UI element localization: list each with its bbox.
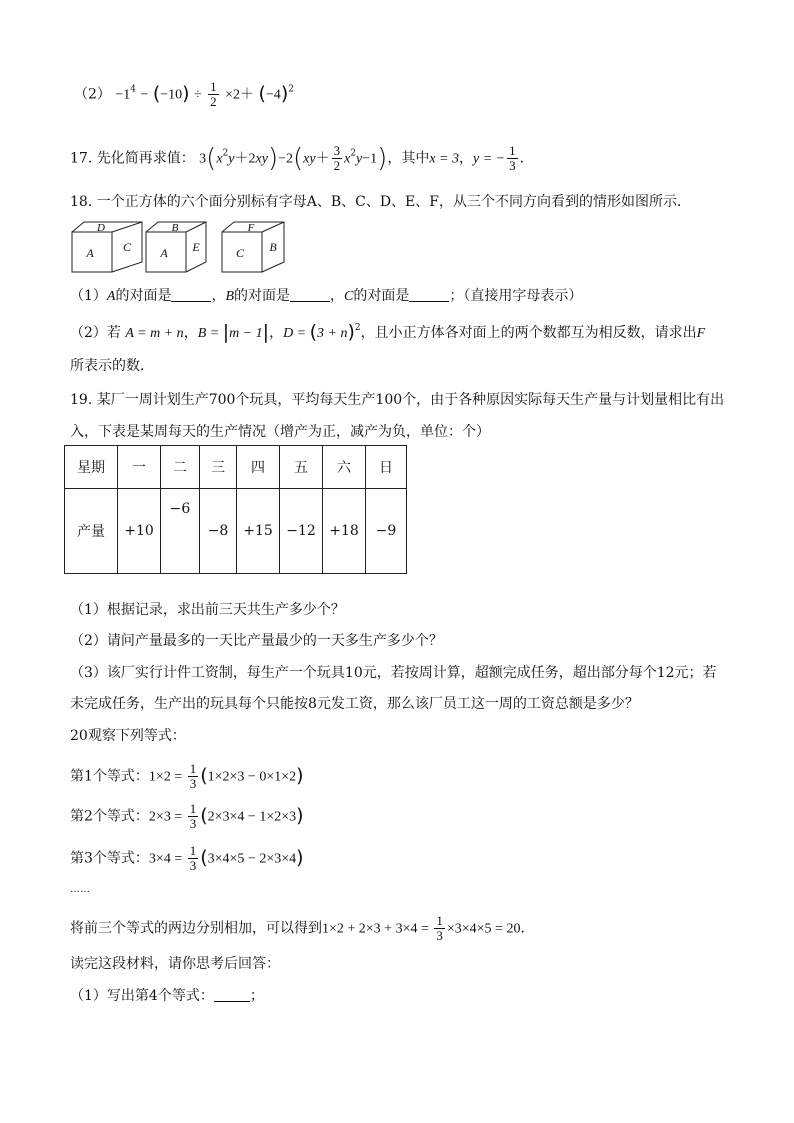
text: 将前三个等式的两边分别相加，可以得到 (70, 920, 322, 937)
base-one: 1 (123, 87, 131, 103)
question-label: 17. 先化简再求值： (70, 150, 195, 167)
fraction (188, 802, 199, 831)
q19-sub3-line2: 未完成任务，生产出的玩具每个只能按8元发工资，那么该厂员工这一周的工资总额是多少？ (70, 696, 639, 712)
q18-part2 (70, 322, 705, 344)
text: 的对面是 (234, 288, 291, 304)
header-cell: 五 (280, 446, 323, 489)
equation-lhs: 3×4 = (148, 851, 186, 867)
paren: ) (267, 143, 279, 174)
q17-question (70, 144, 534, 173)
minus-sign: − (140, 87, 149, 103)
cube-front-letter: A (160, 246, 168, 260)
abs-bar: | (262, 321, 270, 343)
minus-sign: − (278, 151, 286, 167)
cube-front-letter: A (86, 246, 94, 260)
fraction-denominator: 3 (509, 158, 516, 173)
cube-views-figure (70, 218, 300, 276)
operator-text: ×2＋ (225, 87, 255, 103)
var-y: y (356, 151, 363, 167)
fraction-numerator: 1 (210, 79, 217, 94)
value-cell: −6 (161, 489, 200, 574)
paren: ( (200, 846, 208, 869)
coefficient: 2 (248, 151, 256, 167)
table-row (65, 489, 407, 574)
paren: ) (280, 82, 289, 105)
exponent: 4 (130, 84, 137, 95)
abs-content: m − 1 (229, 326, 263, 341)
text: ；（直接用字母表示） (449, 288, 583, 304)
equation-label: 第1个等式： (70, 768, 149, 785)
paren: ( (206, 143, 217, 174)
header-cell: 日 (366, 446, 407, 489)
part-label: （2）若 (70, 325, 121, 341)
cube-top-letter: F (247, 222, 255, 234)
paren: ( (293, 143, 304, 174)
text: （1）写出第4个等式： (70, 988, 214, 1004)
q20-sub1 (70, 986, 264, 1006)
q20-sum (70, 914, 534, 943)
letter-f: F (696, 326, 706, 341)
q19-line2: 入，下表是某周每天的生产情况（增产为正，减产为负，单位：个） (70, 424, 490, 440)
production-table (64, 445, 407, 574)
sum-lhs: 1×2 + 2×3 + 3×4 = (322, 921, 433, 937)
cube-view-1 (72, 222, 142, 272)
value-cell: −12 (280, 489, 323, 574)
coefficient: 2 (286, 151, 293, 167)
paren-content: −10 (160, 87, 183, 103)
answer-blank[interactable] (214, 987, 250, 1002)
abs-bar: | (222, 321, 230, 343)
header-cell: 六 (323, 446, 366, 489)
comma: ， (183, 325, 198, 341)
cube-top-letter: B (171, 222, 179, 234)
answer-blank-c[interactable] (409, 287, 449, 302)
term-xy: xy (303, 151, 316, 167)
equation-lhs: 1×2 = (148, 769, 186, 785)
y-value: y = − (473, 151, 506, 167)
paren: ) (296, 764, 304, 787)
cube-view-2 (146, 222, 206, 272)
cube-side-letter: E (192, 240, 200, 254)
fraction-numerator: 1 (509, 143, 516, 158)
letter-c: C (344, 289, 354, 304)
text: ； (249, 988, 264, 1004)
q20-read: 读完这段材料，请你思考后回答： (70, 956, 280, 972)
comma: ， (459, 150, 473, 167)
paren: ( (258, 82, 266, 105)
value-cell: +18 (323, 489, 366, 574)
equation-label: 第2个等式： (70, 808, 149, 825)
paren-content: 3×4×5 − 2×3×4 (207, 851, 297, 867)
paren: ( (309, 321, 318, 343)
cube-top-letter: D (97, 222, 105, 234)
fraction-denominator: 3 (436, 928, 443, 943)
paren-content: 2×3×4 − 1×2×3 (207, 809, 297, 825)
q20-equation-2 (70, 802, 304, 831)
cube-side-letter: B (269, 240, 277, 254)
d-equation: D = (283, 326, 310, 341)
paren: ) (377, 143, 388, 174)
part-number: （2） (74, 86, 111, 103)
paren-content: 3 + n (317, 326, 348, 341)
sum-rhs: ×3×4×5 = 20 (446, 921, 521, 937)
text: ，且小正方体各对面上的两个数都互为相反数，请求出 (360, 325, 697, 341)
a-equation: A = m + n (125, 326, 184, 341)
fraction (434, 914, 445, 943)
q20-dots: …… (70, 884, 90, 895)
q18-part1: （1）A的对面是 ，B的对面是 ，C的对面是 ；（直接用字母表示） (70, 288, 583, 304)
part-number: （1） (70, 288, 107, 304)
q18-question: 18. 一个正方体的六个面分别标有字母A、B、C、D、E、F，从三个不同方向看到的情形如图所示． (70, 194, 691, 210)
paren: ) (182, 82, 190, 105)
plus-sign: ＋ (315, 151, 330, 167)
cube-view-3 (222, 222, 284, 272)
paren: ( (152, 82, 161, 105)
q20-intro: 20观察下列等式： (70, 728, 186, 744)
q18-part2-line2: 所表示的数． (70, 358, 154, 374)
text: 的对面是 (115, 288, 172, 304)
q16-part2-expression (74, 80, 294, 109)
paren: ) (347, 321, 355, 343)
comma: ， (269, 325, 284, 341)
answer-blank-b[interactable] (290, 287, 330, 302)
fraction-numerator: 1 (189, 843, 197, 858)
letter-b: B (225, 289, 235, 304)
header-cell: 三 (200, 446, 237, 489)
row-label: 产量 (65, 489, 118, 574)
fraction (208, 80, 219, 109)
fraction-numerator: 1 (436, 913, 443, 928)
fraction (507, 144, 518, 173)
header-cell: 一 (118, 446, 161, 489)
paren-content: −4 (265, 87, 281, 103)
cube-front-letter: C (235, 246, 245, 260)
fraction-numerator: 3 (333, 143, 341, 158)
q19-sub3-line1: （3）该厂实行计件工资制，每生产一个玩具10元，若按周计算，超额完成任务，超出部分每个12元；若 (70, 665, 717, 681)
table-header-row (65, 446, 407, 489)
term-minus-one: −1 (362, 151, 378, 167)
header-cell: 星期 (65, 446, 118, 489)
var-x: x (216, 151, 223, 167)
value-cell: −9 (366, 489, 407, 574)
where-text: ，其中 (387, 150, 430, 167)
header-cell: 四 (237, 446, 280, 489)
coefficient: 3 (199, 151, 207, 167)
fraction-denominator: 3 (189, 858, 197, 873)
term-xy: xy (255, 151, 268, 167)
fraction (332, 144, 343, 173)
value-cell: −8 (200, 489, 237, 574)
var-y: y (228, 151, 235, 167)
minus-sign: − (115, 87, 124, 103)
exponent: 2 (350, 148, 357, 159)
fraction-denominator: 2 (210, 94, 217, 109)
fraction-denominator: 3 (189, 816, 197, 831)
equation-lhs: 2×3 = (148, 809, 186, 825)
exponent: 2 (288, 84, 294, 95)
fraction-denominator: 3 (189, 776, 197, 791)
equation-label: 第3个等式： (70, 850, 149, 867)
q19-line1: 19. 某厂一周计划生产700个玩具，平均每天生产100个，由于各种原因实际每天生产量与计划量相比有出 (70, 392, 725, 408)
letter-a: A (106, 289, 116, 304)
fraction (188, 762, 199, 791)
exponent: 2 (354, 323, 361, 333)
text: 的对面是 (353, 288, 410, 304)
q19-sub1: （1）根据记录，求出前三天共生产多少个？ (70, 602, 345, 618)
answer-blank-a[interactable] (171, 287, 211, 302)
paren: ( (200, 764, 208, 787)
var-x: x (344, 151, 351, 167)
x-value: x = 3 (429, 151, 459, 167)
value-cell: +15 (237, 489, 280, 574)
plus-sign: ＋ (234, 151, 249, 167)
q20-equation-1 (70, 762, 304, 791)
fraction (188, 844, 199, 873)
value-cell: +10 (118, 489, 161, 574)
period: ． (519, 150, 534, 167)
q19-sub2: （2）请问产量最多的一天比产量最少的一天多生产多少个？ (70, 633, 443, 649)
cube-side-letter: C (122, 240, 132, 254)
period: ． (520, 920, 535, 937)
fraction-numerator: 1 (189, 801, 197, 816)
q20-equation-3 (70, 844, 304, 873)
fraction-denominator: 2 (333, 158, 341, 173)
paren: ( (200, 804, 208, 827)
paren-content: 1×2×3 − 0×1×2 (207, 769, 297, 785)
divide-sign: ÷ (194, 87, 202, 103)
b-equation: B = (197, 326, 223, 341)
exponent: 2 (222, 148, 229, 159)
paren: ) (296, 804, 304, 827)
header-cell: 二 (161, 446, 200, 489)
fraction-numerator: 1 (189, 761, 197, 776)
paren: ) (296, 846, 304, 869)
